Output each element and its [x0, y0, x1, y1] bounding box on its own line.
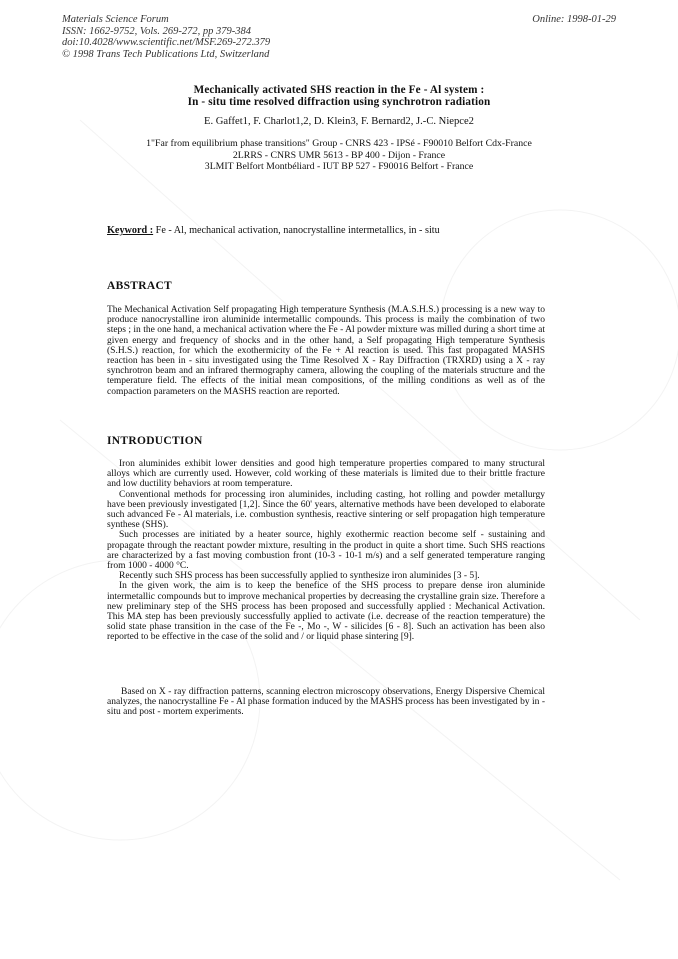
online-date: Online: 1998-01-29 [532, 14, 616, 25]
introduction-body [107, 459, 545, 643]
affiliation-list [62, 138, 616, 173]
affiliation-3: 3LMIT Belfort Montbéliard - IUT BP 527 - F90016 Belfort - France [204, 161, 474, 172]
intro-paragraph-3: Such processes are initiated by a heater source, highly exothermic reaction become self - sustaining and propagate through the reactant powder mixture, resulting in the product in quite a short time. Such SHS reactions are characterized by a fast moving combustion front (10-3 - 10-1 m/s) and a self generated temperature ranging from 1000 - 4000 °C. [107, 530, 545, 572]
introduction-closing [107, 687, 545, 718]
author-list [62, 116, 616, 127]
keywords-line [107, 225, 440, 236]
copyright-line: © 1998 Trans Tech Publications Ltd, Switzerland [62, 48, 270, 60]
keywords-text: Fe - Al, mechanical activation, nanocrystalline intermetallics, in - situ [153, 225, 440, 236]
intro-paragraph-5: In the given work, the aim is to keep the benefice of the SHS process to prepare dense iron aluminide intermetallic compounds but to improve mechanical properties by decreasing the crystalline grain size. Therefore a new preliminary step of the SHS process has been proposed and successfully applied : Mechanical Activation. This MA step has been previously successfully applied to activate (i.e. decrease of the reaction temperature) the solid state phase transition in the case of the Fe -, Mo -, W - silicides [6 - 8]. Such an activation has been also reported to be effective in the case of the solid and / or liquid phase sintering [9]. [107, 581, 545, 643]
abstract-body [107, 305, 545, 397]
intro-paragraph-1: Iron aluminides exhibit lower densities and good high temperature properties compared to many structural alloys which are currently used. However, cold working of these materials is limited due to their brittle fracture and low ductility behaviors at room temperature. [107, 459, 545, 490]
journal-name: Materials Science Forum [62, 14, 169, 25]
paper-title [62, 84, 616, 108]
affiliation-1: 1"Far from equilibrium phase transitions" Group - CNRS 423 - IPSé - F90010 Belfort Cdx-France [146, 138, 532, 149]
journal-citation-header [62, 14, 270, 60]
affiliation-2: 2LRRS - CNRS UMR 5613 - BP 400 - Dijon - France [232, 149, 446, 161]
intro-final-paragraph: Based on X - ray diffraction patterns, scanning electron microscopy observations, Energy Dispersive Chemical analyzes, the nanocrystalline Fe - Al phase formation induced by the MASHS process has been investigated by in - situ and post - mortem experiments. [107, 687, 545, 718]
intro-paragraph-2: Conventional methods for processing iron aluminides, including casting, hot rolling and powder metallurgy have been previously investigated [1,2]. Since the 60' years, alternative methods have been developed to elaborate such advanced Fe - Al materials, i.e. combustion synthesis, reactive sintering or self propagation high temperature synthese (SHS). [107, 489, 545, 531]
abstract-paragraph: The Mechanical Activation Self propagating High temperature Synthesis (M.A.S.H.S.) processing is a new way to produce nanocrystalline iron aluminide intermetallic compounds. This process is maily the combination of two steps ; in the one hand, a mechanical activation where the Fe - Al powder mixture was milled during a short time at given energy and frequency of shocks and in the other hand, a Self propagating High temperature Synthesis (S.H.S.) reaction, for which the exothermicity of the Fe + Al reaction is used. This fast propagated MASHS reaction has been in - situ investigated using the Time Resolved X - Ray Diffraction (TRXRD) using a X - ray synchrotron beam and an infrared thermography camera, allowing the coupling of the materials structure and the temperature field. The effects of the initial mean compositions, of the milling conditions as well as of the compaction parameters on the MASHS reaction are reported. [107, 305, 545, 397]
title-line-2: In - situ time resolved diffraction using synchrotron radiation [187, 96, 491, 108]
doi-link[interactable]: doi:10.4028/www.scientific.net/MSF.269-272.379 [62, 37, 271, 48]
authors-text: E. Gaffet1, F. Charlot1,2, D. Klein3, F. Bernard2, J.-C. Niepce2 [204, 116, 474, 127]
keywords-label: Keyword : [107, 225, 154, 236]
title-line-1: Mechanically activated SHS reaction in the Fe - Al system : [193, 84, 485, 96]
abstract-heading: ABSTRACT [107, 280, 173, 292]
introduction-heading: INTRODUCTION [107, 435, 203, 447]
issn-line: ISSN: 1662-9752, Vols. 269-272, pp 379-384 [62, 25, 251, 37]
intro-paragraph-4: Recently such SHS process has been successfully applied to synthesize iron aluminides [3 - 5]. [119, 571, 480, 582]
